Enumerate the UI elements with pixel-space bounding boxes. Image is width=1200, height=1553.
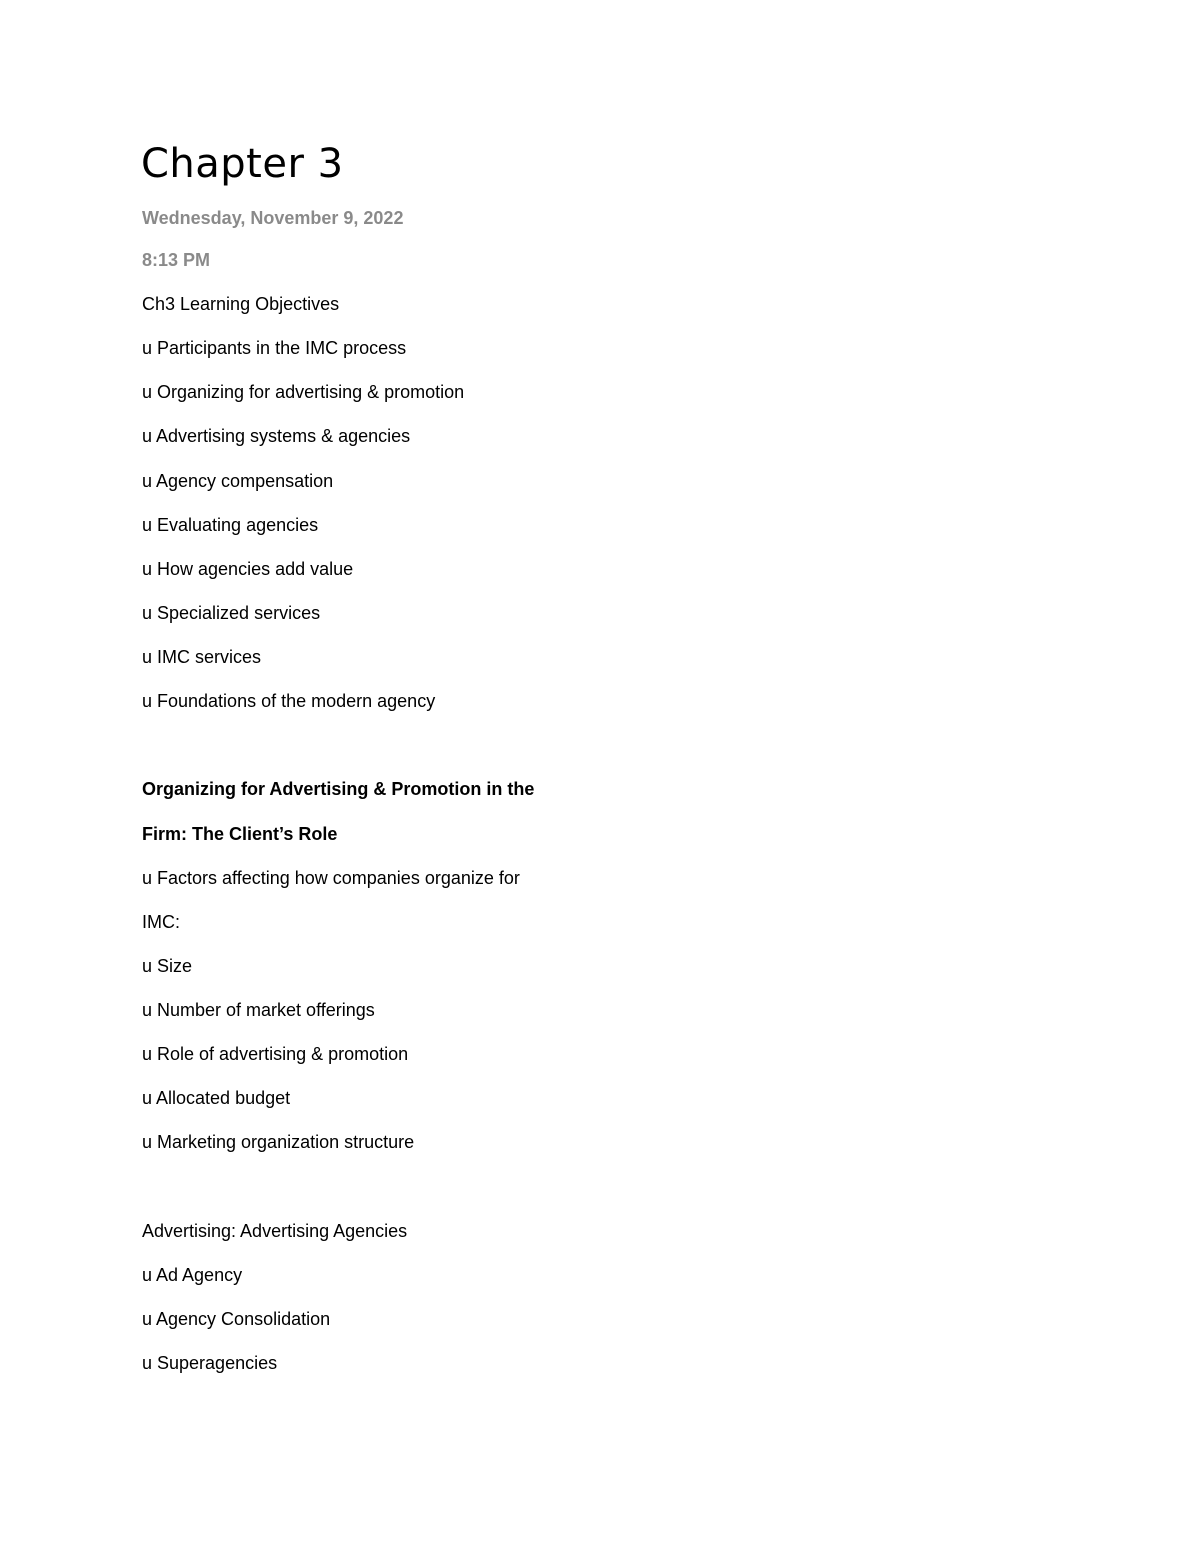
- list-item: u Allocated budget: [142, 1088, 291, 1108]
- page-date: Wednesday, November 9, 2022: [142, 208, 404, 228]
- section-learning-objectives-heading: Ch3 Learning Objectives: [142, 294, 340, 314]
- list-item: u Foundations of the modern agency: [142, 691, 436, 711]
- list-item: u Number of market offerings: [142, 1000, 375, 1020]
- page-time: 8:13 PM: [142, 250, 211, 270]
- list-item: u Role of advertising & promotion: [142, 1044, 409, 1064]
- list-item: u Marketing organization structure: [142, 1132, 415, 1152]
- list-item: u How agencies add value: [142, 559, 354, 579]
- section-organizing-heading: Organizing for Advertising & Promotion in the: [142, 779, 535, 799]
- list-item: u Factors affecting how companies organize for: [142, 868, 520, 888]
- list-item: u Specialized services: [142, 603, 321, 623]
- list-item: u Ad Agency: [142, 1265, 243, 1285]
- section-advertising-agencies-heading: Advertising: Advertising Agencies: [142, 1221, 408, 1241]
- page-title: Chapter 3: [141, 141, 344, 187]
- list-item: u Agency Consolidation: [142, 1309, 331, 1329]
- list-item-continued: IMC:: [142, 912, 180, 932]
- list-item: u Size: [142, 956, 193, 976]
- list-item: u IMC services: [142, 647, 262, 667]
- list-item: u Evaluating agencies: [142, 515, 319, 535]
- list-item: u Organizing for advertising & promotion: [142, 382, 465, 402]
- list-item: u Advertising systems & agencies: [142, 426, 411, 446]
- list-item: u Superagencies: [142, 1353, 278, 1373]
- list-item: u Agency compensation: [142, 471, 334, 491]
- list-item: u Participants in the IMC process: [142, 338, 407, 358]
- section-organizing-heading-continued: Firm: The Client’s Role: [142, 824, 338, 844]
